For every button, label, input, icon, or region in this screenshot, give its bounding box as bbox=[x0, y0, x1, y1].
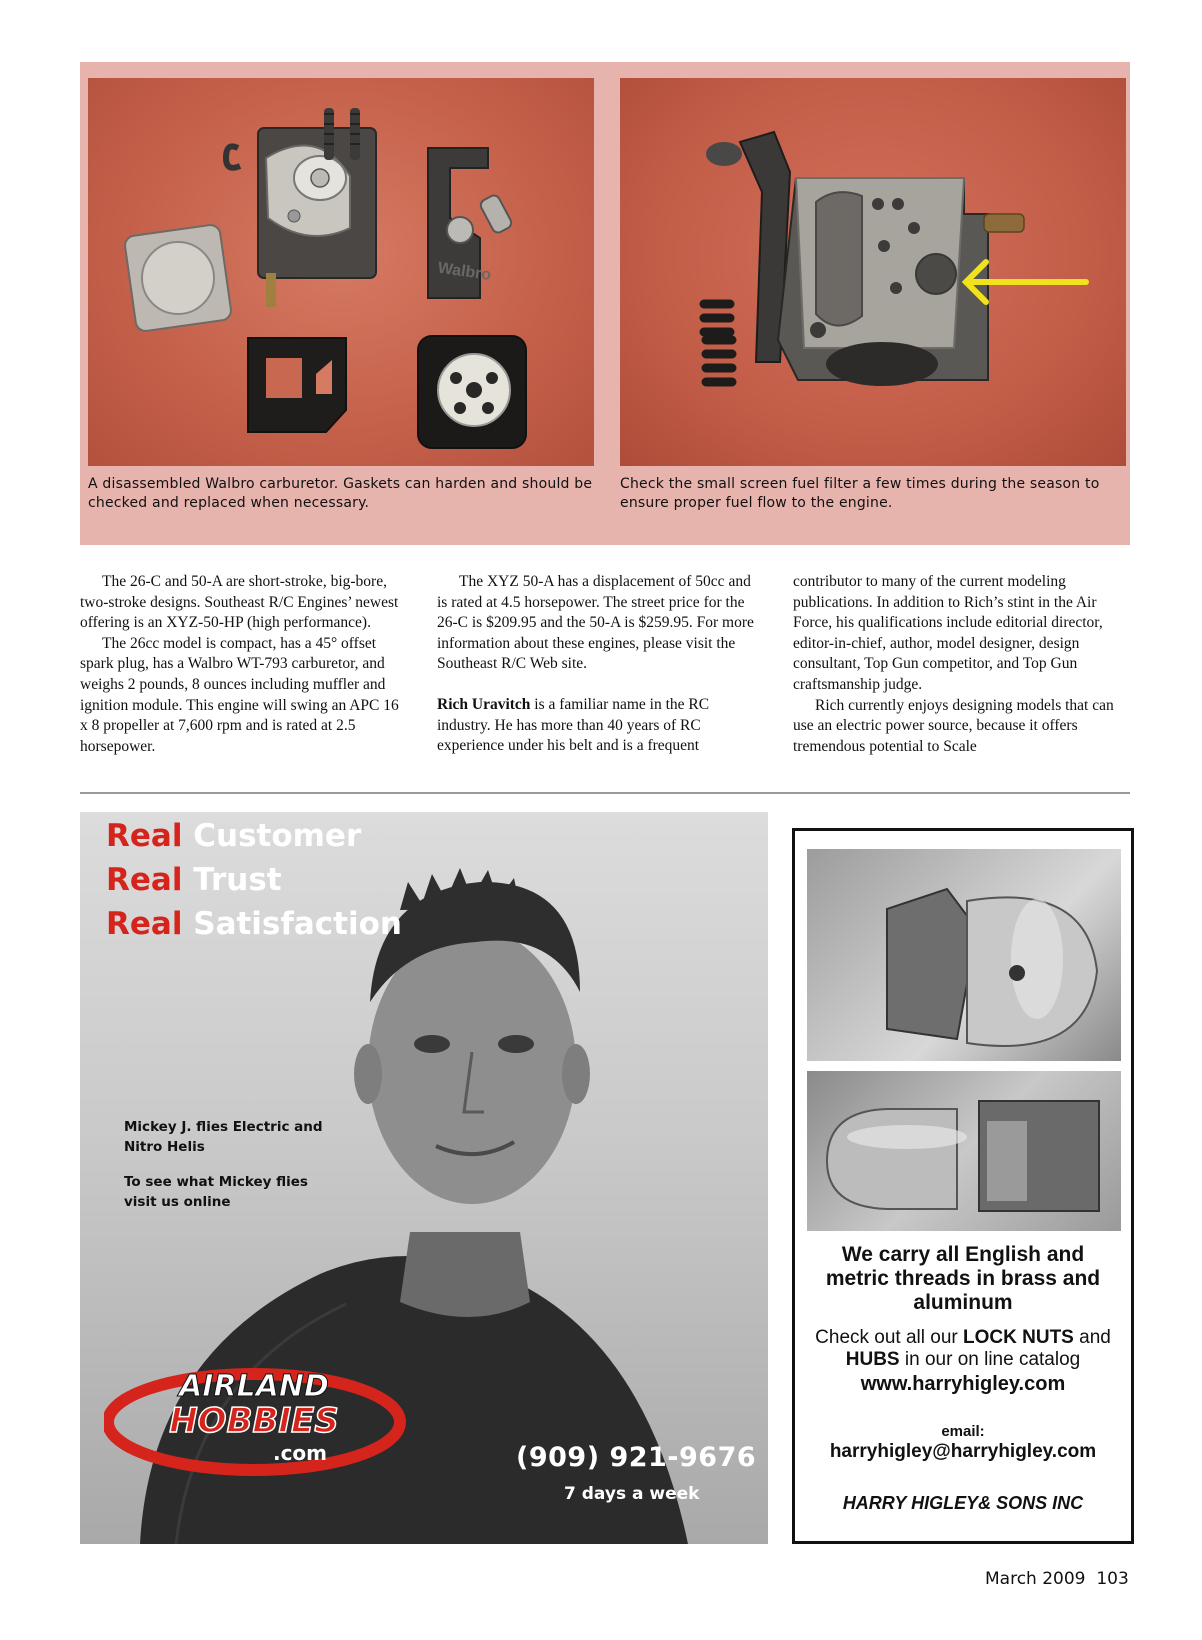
higley-email-link[interactable]: harryhigley@harryhigley.com bbox=[829, 1441, 1097, 1462]
article-column-3 bbox=[793, 572, 1118, 757]
ad-note-online: To see what Mickey flies visit us online bbox=[124, 1174, 308, 1210]
article-paragraph: The 26-C and 50-A are short-stroke, big-bore, two-stroke designs. Southeast R/C Engines’ newest offering is an XYZ-50-HP (high performance). bbox=[80, 573, 399, 632]
author-bio bbox=[437, 695, 762, 757]
phone-number: (909) 921-9676 bbox=[516, 1442, 757, 1473]
article-paragraph: The 26cc model is compact, has a 45° offset spark plug, has a Walbro WT-793 carburetor, and weighs 2 pounds, 8 ounces including muffler and ignition module. This engine will swing an APC 16 x 8 propeller at 7,600 rpm and is rated at 2.5 horsepower. bbox=[80, 634, 399, 755]
fuel-filter-photo bbox=[620, 78, 1126, 466]
issue-date: March 2009 bbox=[985, 1569, 1086, 1589]
article-paragraph: The XYZ 50-A has a displacement of 50cc and is rated at 4.5 horsepower. The street price for the 26-C is $209.95 and the 50-A is $259.95. For more information about these engines, please visit the Southeast R/C Web site. bbox=[437, 573, 754, 673]
spinner-nut-illustration bbox=[807, 1071, 1121, 1231]
article-paragraph: contributor to many of the current modeling publications. In addition to Rich’s stint in the Air Force, his qualifications include editorial director, editor-in-chief, author, model designer, design consultant, Top Gun competitor, and Top Gun craftsmanship judge. bbox=[793, 573, 1103, 693]
headline-line-1: Real Customer bbox=[106, 818, 362, 854]
higley-email-label: email: bbox=[941, 1423, 985, 1440]
section-divider bbox=[80, 792, 1130, 794]
author-bio-text: is a familiar name in the RC industry. He has more than 40 years of RC experience under his belt and is a frequent bbox=[437, 695, 710, 755]
higley-website-link[interactable]: www.harryhigley.com bbox=[860, 1373, 1066, 1395]
carburetor-parts-illustration bbox=[88, 78, 594, 466]
article-column-1 bbox=[80, 572, 405, 757]
page-number: 103 bbox=[1096, 1569, 1129, 1589]
author-name: Rich Uravitch bbox=[437, 695, 531, 713]
caption-walbro: A disassembled Walbro carburetor. Gaskets can harden and should be checked and replaced when necessary. bbox=[88, 476, 593, 511]
higley-catalog-text: Check out all our LOCK NUTS and HUBS in our on line catalog bbox=[815, 1327, 1111, 1370]
article-column-2 bbox=[437, 572, 762, 757]
airland-hobbies-ad bbox=[80, 812, 768, 1544]
logo-dotcom: .com bbox=[272, 1441, 328, 1465]
headline-line-3: Real Satisfaction bbox=[106, 906, 402, 942]
hours-text: 7 days a week bbox=[564, 1484, 700, 1504]
carburetor-disassembled-photo bbox=[88, 78, 594, 466]
spinner-nut-photo bbox=[807, 1071, 1121, 1231]
acorn-nut-illustration bbox=[807, 849, 1121, 1061]
headline-line-2: Real Trust bbox=[106, 862, 282, 898]
page-folio bbox=[985, 1569, 1129, 1589]
walbro-embossing: Walbro bbox=[436, 259, 493, 284]
higley-company-name: HARRY HIGLEY& SONS INC bbox=[842, 1493, 1084, 1513]
caption-fuel-filter: Check the small screen fuel filter a few times during the season to ensure proper fuel flow to the engine. bbox=[620, 476, 1100, 511]
harry-higley-ad bbox=[792, 828, 1134, 1544]
article-paragraph: Rich currently enjoys designing models that can use an electric power source, because it offers tremendous potential to Scale bbox=[793, 696, 1114, 755]
acorn-nut-photo bbox=[807, 849, 1121, 1061]
photo-panel bbox=[80, 62, 1130, 545]
higley-threads-text: We carry all English and metric threads in brass and aluminum bbox=[825, 1243, 1101, 1314]
logo-airland: AIRLAND bbox=[179, 1369, 329, 1404]
ad-note-pilot: Mickey J. flies Electric and Nitro Helis bbox=[124, 1119, 323, 1155]
carburetor-filter-illustration bbox=[620, 78, 1126, 466]
logo-hobbies: HOBBIES bbox=[169, 1401, 339, 1441]
airland-hobbies-logo bbox=[104, 1356, 424, 1476]
